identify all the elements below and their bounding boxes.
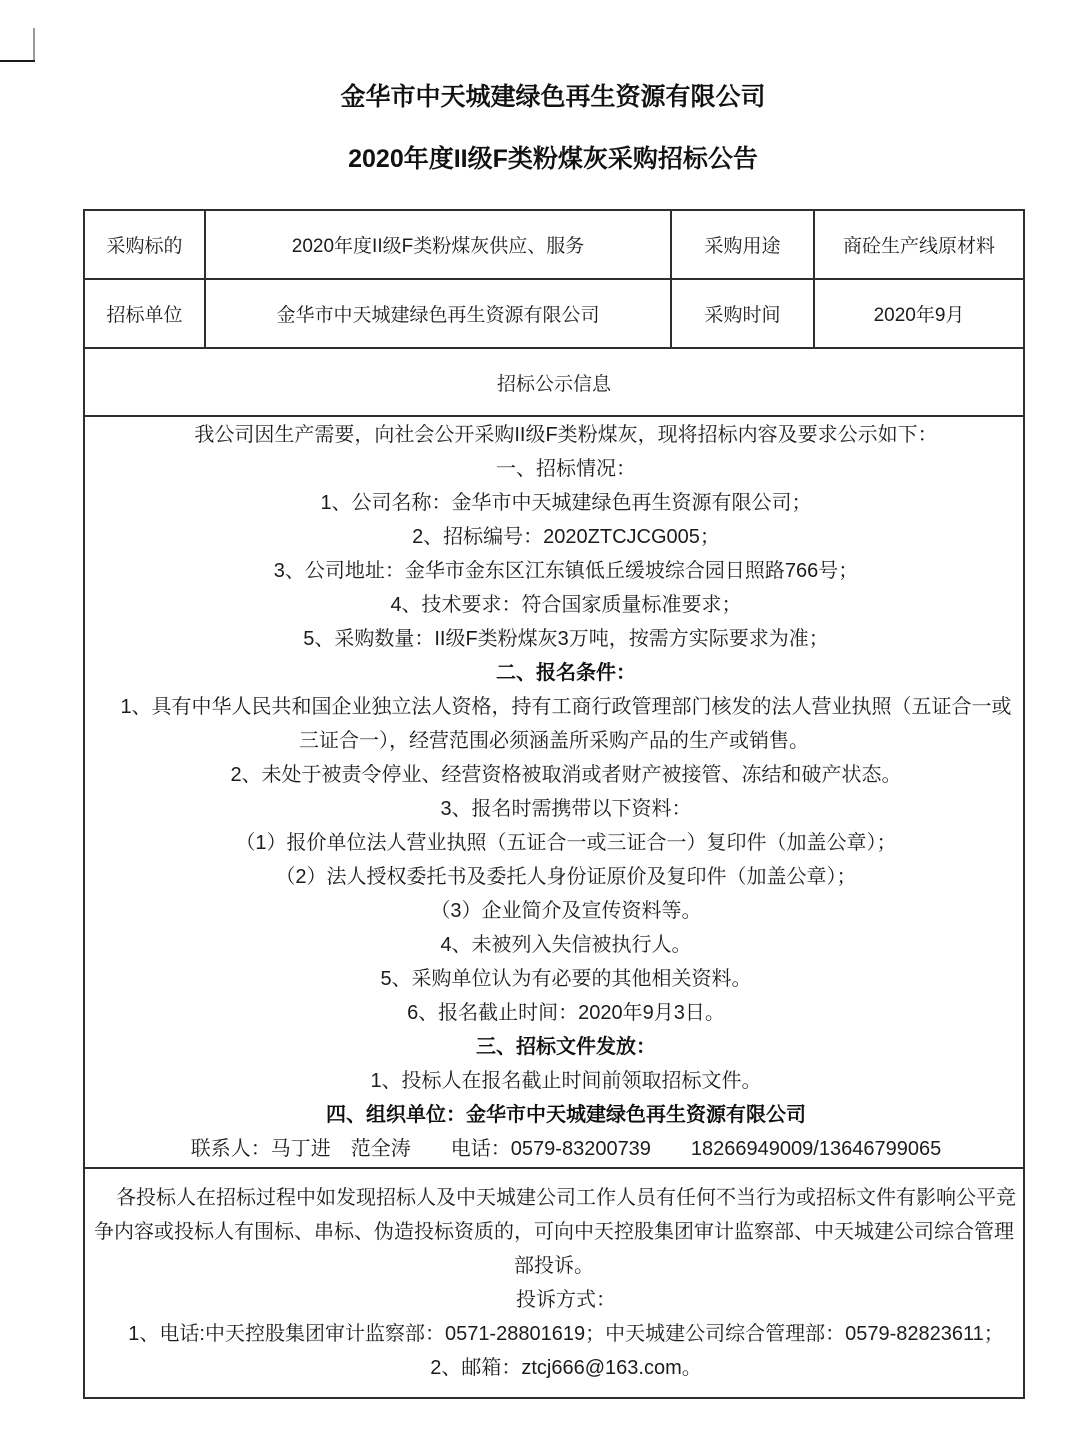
notice-paragraph: 4、技术要求：符合国家质量标准要求； xyxy=(390,594,742,616)
procurement-use-label: 采购用途 xyxy=(671,210,814,279)
notice-paragraph: （3）企业简介及宣传资料等。 xyxy=(430,900,702,922)
notice-paragraph: （1）报价单位法人营业执照（五证合一或三证合一）复印件（加盖公章）； xyxy=(235,832,897,854)
table-row-bidding-unit xyxy=(84,279,1024,348)
procurement-use-value: 商砼生产线原材料 xyxy=(814,210,1024,279)
notice-paragraph: 4、未被列入失信被执行人。 xyxy=(440,934,692,956)
notice-paragraph: 1、具有中华人民共和国企业独立法人资格，持有工商行政管理部门核发的法人营业执照（五证合一或三证合一），经营范围必须涵盖所采购产品的生产或销售。 xyxy=(120,696,1012,752)
notice-paragraph: 2、招标编号：2020ZTCJCG005； xyxy=(412,526,720,548)
notice-paragraph: 3、报名时需携带以下资料： xyxy=(440,798,692,820)
procurement-subject-value: 2020年度II级F类粉煤灰供应、服务 xyxy=(205,210,671,279)
notice-paragraph: 我公司因生产需要，向社会公开采购II级F类粉煤灰，现将招标内容及要求公示如下： xyxy=(194,424,938,446)
page-subtitle: 2020年度II级F类粉煤灰采购招标公告 xyxy=(348,145,758,173)
notice-paragraph: 6、报名截止时间：2020年9月3日。 xyxy=(407,1002,725,1024)
notice-paragraph: 1、投标人在报名截止时间前领取招标文件。 xyxy=(370,1070,762,1092)
complaint-paragraph: 1、电话:中天控股集团审计监察部：0571-28801619；中天城建公司综合管理部：0579-82823611； xyxy=(128,1323,1004,1345)
bidding-unit-label: 招标单位 xyxy=(84,279,205,348)
procurement-time-value: 2020年9月 xyxy=(814,279,1024,348)
complaint-paragraph: 投诉方式： xyxy=(516,1289,616,1311)
procurement-subject-label: 采购标的 xyxy=(84,210,205,279)
complaint-paragraph: 2、邮箱：ztcj666@163.com。 xyxy=(430,1357,702,1379)
notice-paragraph: 5、采购数量：II级F类粉煤灰3万吨，按需方实际要求为准； xyxy=(303,628,829,650)
notice-paragraph: 四、组织单位：金华市中天城建绿色再生资源有限公司 xyxy=(326,1104,806,1126)
announcement-table xyxy=(83,209,1025,1399)
complaint-paragraph: 各投标人在招标过程中如发现招标人及中天城建公司工作人员有任何不当行为或招标文件有影响公平竞争内容或投标人有围标、串标、伪造投标资质的，可向中天控股集团审计监察部、中天城建公司综合管理部投诉。 xyxy=(94,1187,1016,1277)
table-row-section-header xyxy=(84,348,1024,416)
notice-paragraph: 一、招标情况： xyxy=(496,458,636,480)
table-row-complaint xyxy=(84,1168,1024,1398)
page-corner-mark-horizontal xyxy=(0,60,35,62)
bidding-unit-value: 金华市中天城建绿色再生资源有限公司 xyxy=(205,279,671,348)
complaint-cell xyxy=(84,1168,1024,1398)
notice-paragraph: 联系人：马丁进 范全涛 电话：0579-83200739 18266949009/13646799065 xyxy=(190,1138,942,1160)
table-row-notice-body xyxy=(84,416,1024,1168)
page-title: 金华市中天城建绿色再生资源有限公司 xyxy=(340,83,766,111)
announcement-section-header: 招标公示信息 xyxy=(84,348,1024,416)
notice-paragraph: （2）法人授权委托书及委托人身份证原价及复印件（加盖公章）； xyxy=(275,866,857,888)
notice-paragraph: 二、报名条件： xyxy=(496,662,636,684)
notice-body-cell xyxy=(84,416,1024,1168)
notice-paragraph: 3、公司地址：金华市金东区江东镇低丘缓坡综合园日照路766号； xyxy=(273,560,859,582)
notice-paragraph: 5、采购单位认为有必要的其他相关资料。 xyxy=(380,968,752,990)
page-corner-mark-vertical xyxy=(33,28,35,61)
procurement-time-label: 采购时间 xyxy=(671,279,814,348)
notice-paragraph: 三、招标文件发放： xyxy=(476,1036,656,1058)
notice-paragraph: 1、公司名称：金华市中天城建绿色再生资源有限公司； xyxy=(320,492,812,514)
notice-paragraph: 2、未处于被责令停业、经营资格被取消或者财产被接管、冻结和破产状态。 xyxy=(230,764,902,786)
table-row-procurement-subject xyxy=(84,210,1024,279)
